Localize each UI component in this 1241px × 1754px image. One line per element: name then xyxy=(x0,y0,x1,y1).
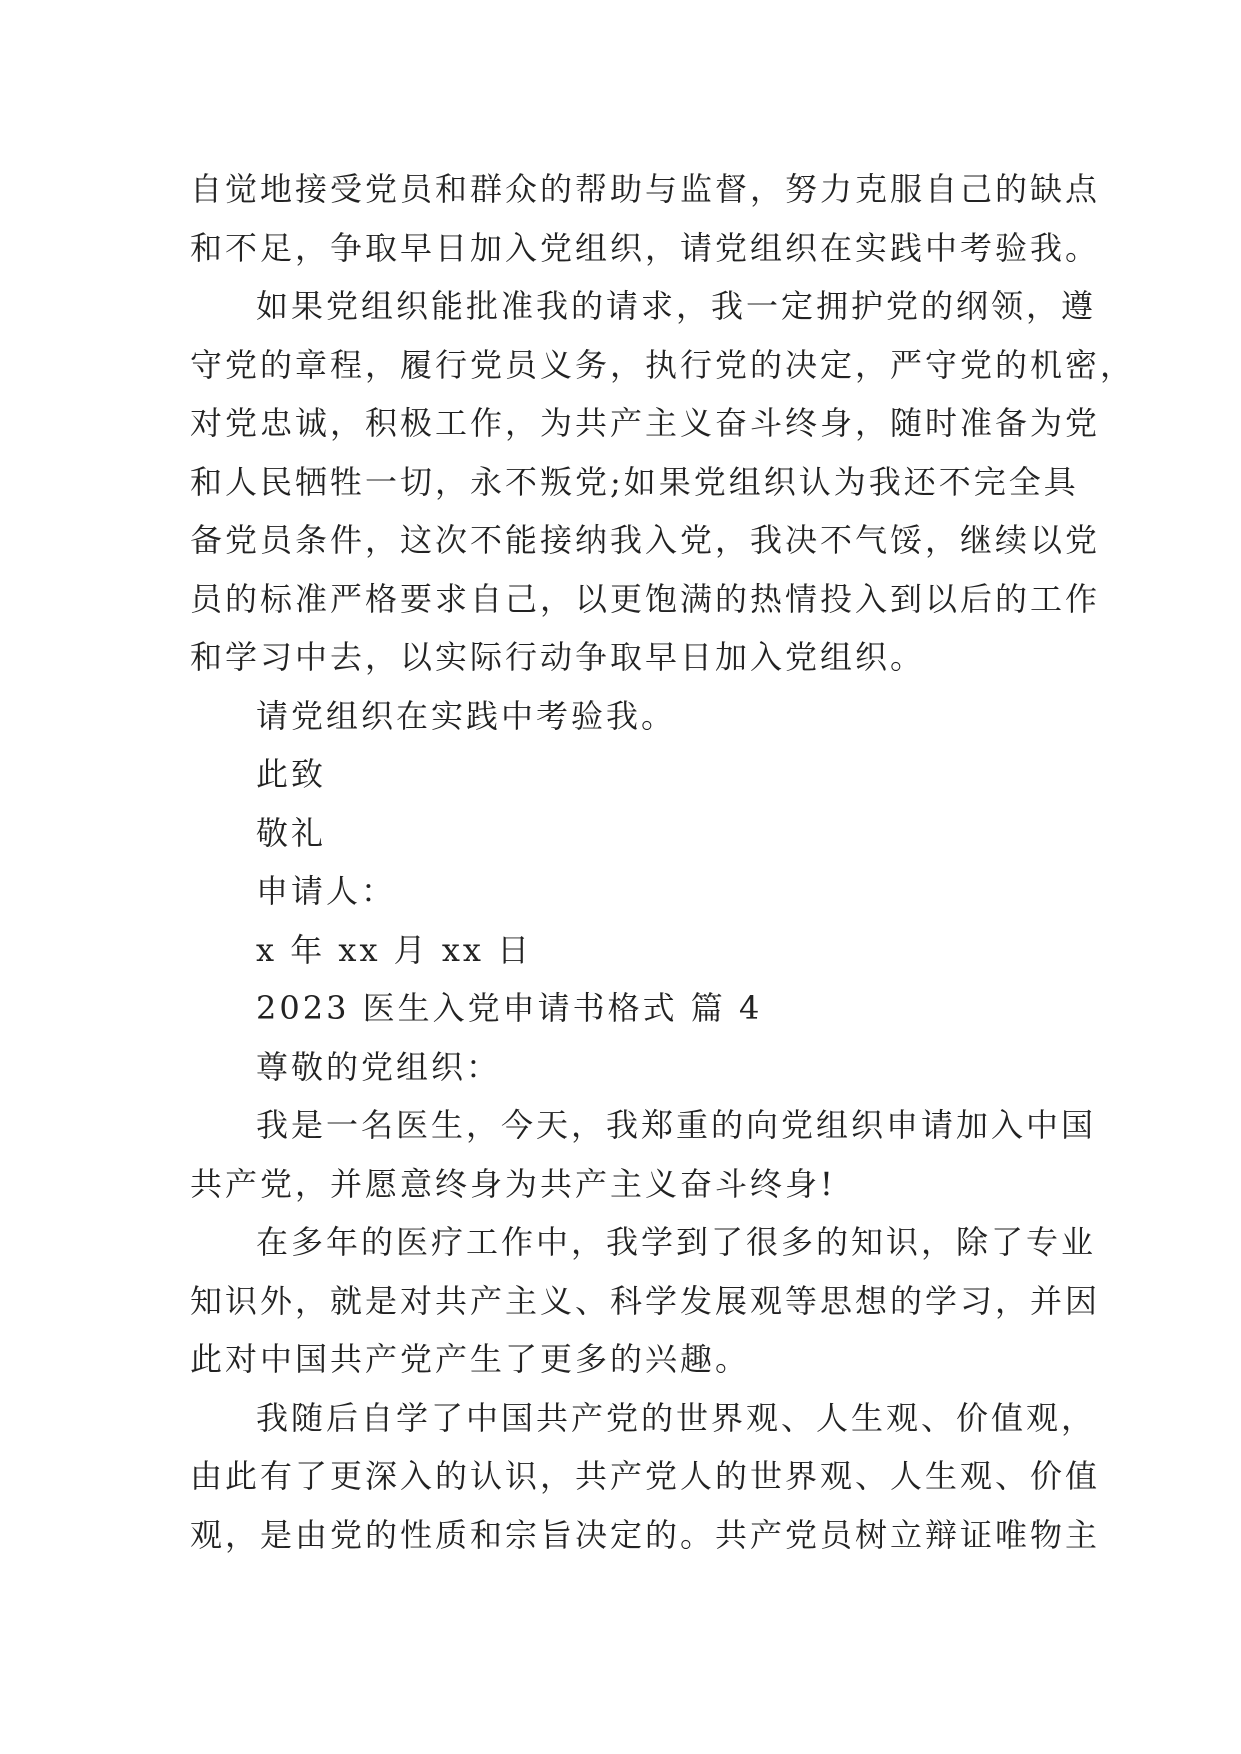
text-line: 如果党组织能批准我的请求，我一定拥护党的纲领，遵 xyxy=(256,287,1097,325)
text-line: 知识外，就是对共产主义、科学发展观等思想的学习，并因 xyxy=(190,1281,1101,1320)
text-line: 2023 医生入党申请书格式 篇 4 xyxy=(256,989,763,1027)
text-line: 由此有了更深入的认识，共产党人的世界观、人生观、价值 xyxy=(190,1457,1101,1495)
text-line: 守党的章程，履行党员义务，执行党的决定，严守党的机密， xyxy=(190,345,1136,384)
text-line: 尊敬的党组织： xyxy=(256,1047,502,1086)
text-line: 员的标准严格要求自己，以更饱满的热情投入到以后的工作 xyxy=(190,579,1101,618)
text-line: x 年 xx 月 xx 日 xyxy=(256,930,533,969)
text-line: 自觉地接受党员和群众的帮助与监督，努力克服自己的缺点 xyxy=(190,170,1101,208)
document-body xyxy=(190,160,1136,1564)
text-line: 此对中国共产党产生了更多的兴趣。 xyxy=(190,1340,751,1378)
text-line: 申请人： xyxy=(256,872,397,910)
text-line: 和人民牺牲一切，永不叛党;如果党组织认为我还不完全具 xyxy=(190,462,1079,501)
text-line: 观，是由党的性质和宗旨决定的。共产党员树立辩证唯物主 xyxy=(190,1515,1101,1554)
text-line: 对党忠诚，积极工作，为共产主义奋斗终身，随时准备为党 xyxy=(190,404,1101,442)
text-line: 备党员条件，这次不能接纳我入党，我决不气馁，继续以党 xyxy=(190,521,1101,559)
text-line: 我是一名医生，今天，我郑重的向党组织申请加入中国 xyxy=(256,1106,1097,1144)
text-line: 此致 xyxy=(256,755,327,793)
text-line: 和不足，争取早日加入党组织，请党组织在实践中考验我。 xyxy=(190,228,1101,267)
text-line: 和学习中去，以实际行动争取早日加入党组织。 xyxy=(190,638,926,676)
text-line: 请党组织在实践中考验我。 xyxy=(256,696,677,735)
text-line: 敬礼 xyxy=(256,813,327,852)
text-line: 在多年的医疗工作中，我学到了很多的知识，除了专业 xyxy=(256,1223,1097,1261)
text-line: 共产党，并愿意终身为共产主义奋斗终身! xyxy=(190,1164,836,1203)
text-line: 我随后自学了中国共产党的世界观、人生观、价值观， xyxy=(256,1398,1097,1437)
